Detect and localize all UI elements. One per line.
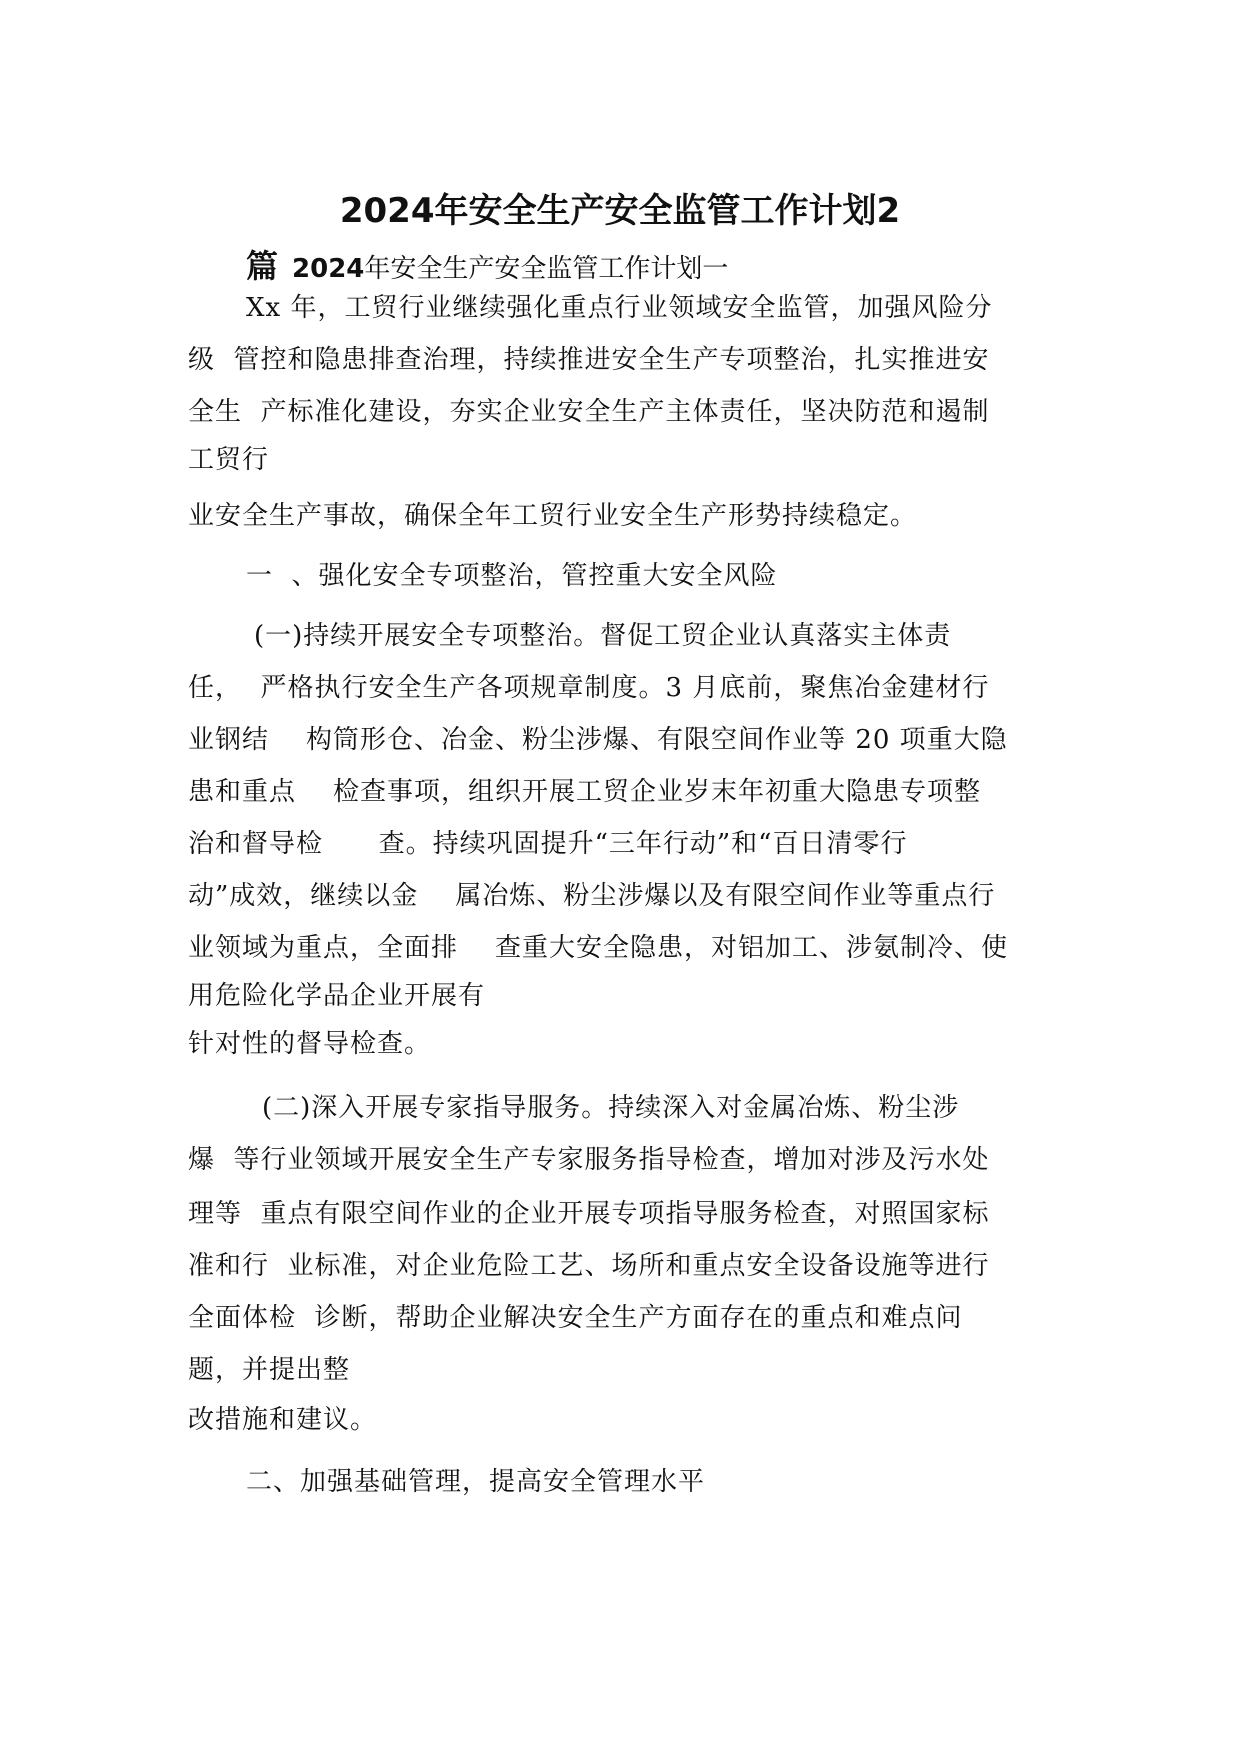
body-line: 改措施和建议。 xyxy=(188,1405,378,1435)
body-line: 理等 重点有限空间作业的企业开展专项指导服务检查，对照国家标 xyxy=(188,1199,990,1229)
body-line: 全面体检 诊断，帮助企业解决安全生产方面存在的重点和难点问 xyxy=(188,1303,963,1333)
section-heading: 二、加强基础管理，提高安全管理水平 xyxy=(246,1467,706,1497)
subtitle-year: 2024 xyxy=(292,254,365,284)
body-line: 针对性的督导检查。 xyxy=(188,1029,432,1059)
document-title: 2024年安全生产安全监管工作计划2 xyxy=(339,191,901,231)
body-line: 动”成效，继续以金 属冶炼、粉尘涉爆以及有限空间作业等重点行 xyxy=(188,881,996,911)
body-line: 题，并提出整 xyxy=(188,1355,351,1385)
body-line: 业安全生产事故，确保全年工贸行业安全生产形势持续稳定。 xyxy=(188,501,918,531)
document-subtitle xyxy=(246,244,728,291)
body-line: 用危险化学品企业开展有 xyxy=(188,981,486,1011)
subtitle-prefix: 篇 xyxy=(246,247,279,285)
body-line: (二)深入开展专家指导服务。持续深入对金属冶炼、粉尘涉 xyxy=(262,1093,960,1123)
body-line: 业钢结 构筒形仓、冶金、粉尘涉爆、有限空间作业等 20 项重大隐 xyxy=(188,725,1008,755)
body-line: 爆 等行业领域开展安全生产专家服务指导检查，增加对涉及污水处 xyxy=(188,1145,990,1175)
body-line: 治和督导检 查。持续巩固提升“三年行动”和“百日清零行 xyxy=(188,829,908,859)
body-line: 业领域为重点，全面排 查重大安全隐患，对铝加工、涉氨制冷、使 xyxy=(188,933,1009,963)
body-line: 工贸行 xyxy=(188,445,270,475)
body-line: 级 管控和隐患排查治理，持续推进安全生产专项整治，扎实推进安 xyxy=(188,345,990,375)
body-line: 准和行 业标准，对企业危险工艺、场所和重点安全设备设施等进行 xyxy=(188,1251,990,1281)
body-line: (一)持续开展安全专项整治。督促工贸企业认真落实主体责 xyxy=(254,621,952,651)
section-heading: 一 、强化安全专项整治，管控重大安全风险 xyxy=(246,561,778,591)
subtitle-text: 年安全生产安全监管工作计划一 xyxy=(364,254,729,284)
body-line: 患和重点 检查事项，组织开展工贸企业岁末年初重大隐患专项整 xyxy=(188,777,982,807)
body-line: 任， 严格执行安全生产各项规章制度。3 月底前，聚焦冶金建材行 xyxy=(188,673,990,703)
body-line: 全生 产标准化建设，夯实企业安全生产主体责任，坚决防范和遏制 xyxy=(188,397,990,427)
body-line: Xx 年，工贸行业继续强化重点行业领域安全监管，加强风险分 xyxy=(246,293,993,323)
